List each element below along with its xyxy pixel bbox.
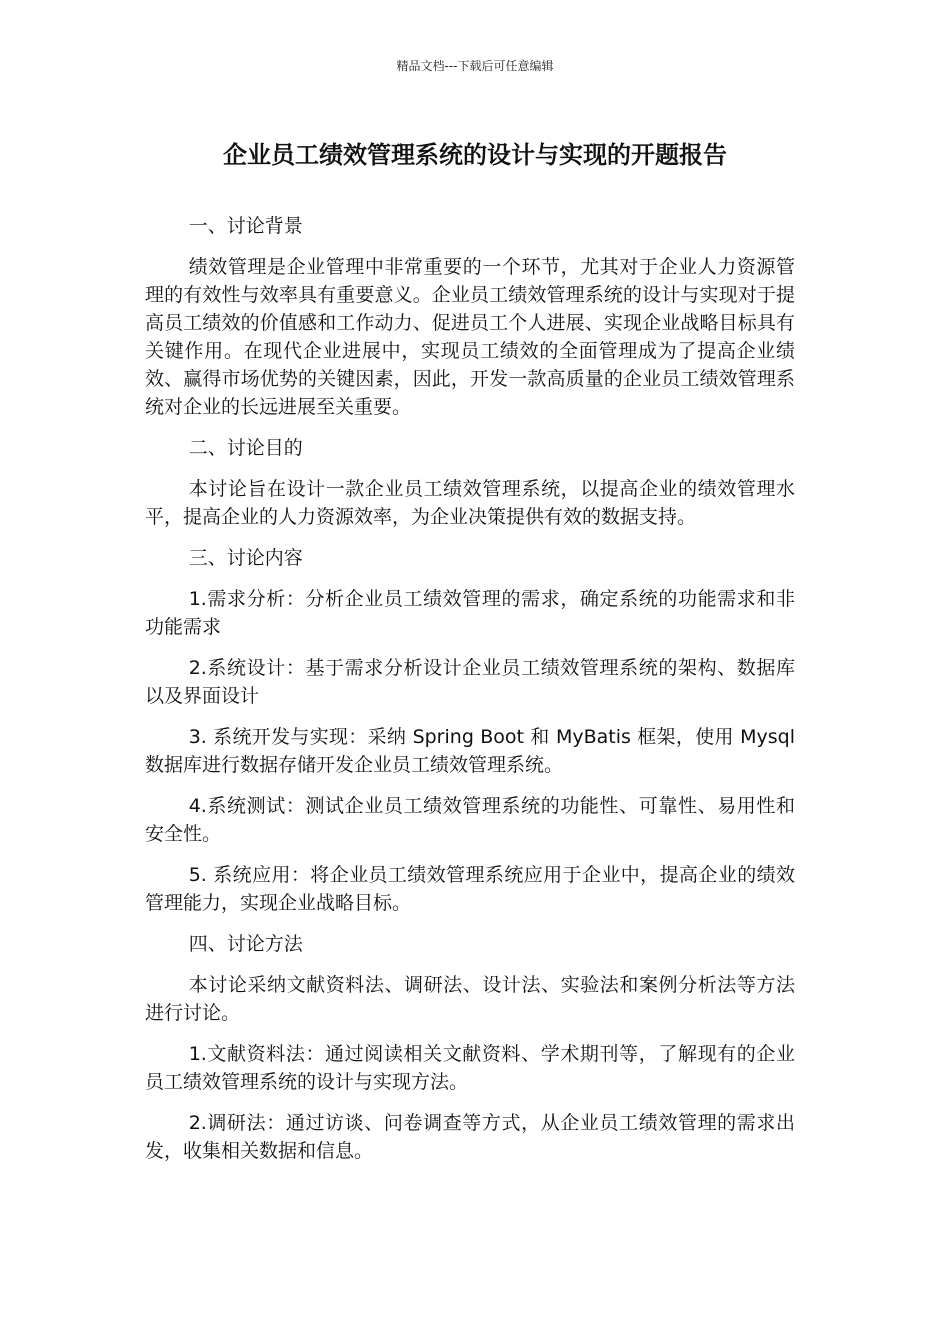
paragraph-background: 绩效管理是企业管理中非常重要的一个环节，尤其对于企业人力资源管理的有效性与效率具有重要意义。企业员工绩效管理系统的设计与实现对于提高员工绩效的价值感和工作动力、促进员工个人进展、实现企业战略目标具有关键作用。在现代企业进展中，实现员工绩效的全面管理成为了提高企业绩效、赢得市场优势的关键因素，因此，开发一款高质量的企业员工绩效管理系统对企业的长远进展至关重要。 xyxy=(145,256,795,418)
list-item-survey: 2.调研法：通过访谈、问卷调查等方式，从企业员工绩效管理的需求出发，收集相关数据和信息。 xyxy=(145,1112,795,1162)
section-heading-background: 一、讨论背景 xyxy=(188,215,303,237)
page-header: 精品文档---下载后可任意编辑 xyxy=(396,59,554,73)
paragraph-methods: 本讨论采纳文献资料法、调研法、设计法、实验法和案例分析法等方法进行讨论。 xyxy=(145,974,795,1024)
list-item-literature: 1.文献资料法：通过阅读相关文献资料、学术期刊等，了解现有的企业员工绩效管理系统的设计与实现方法。 xyxy=(145,1043,795,1093)
paragraph-purpose: 本讨论旨在设计一款企业员工绩效管理系统，以提高企业的绩效管理水平，提高企业的人力资源效率，为企业决策提供有效的数据支持。 xyxy=(145,478,795,528)
section-heading-content: 三、讨论内容 xyxy=(188,547,303,569)
document-title: 企业员工绩效管理系统的设计与实现的开题报告 xyxy=(223,141,727,169)
document-body xyxy=(145,212,795,1178)
section-heading-methods: 四、讨论方法 xyxy=(188,933,303,955)
list-item-development: 3. 系统开发与实现：采纳 Spring Boot 和 MyBatis 框架，使用 Mysql 数据库进行数据存储开发企业员工绩效管理系统。 xyxy=(145,726,795,776)
list-item-requirements: 1.需求分析：分析企业员工绩效管理的需求，确定系统的功能需求和非功能需求 xyxy=(145,588,795,638)
list-item-testing: 4.系统测试：测试企业员工绩效管理系统的功能性、可靠性、易用性和安全性。 xyxy=(145,795,795,845)
list-item-application: 5. 系统应用：将企业员工绩效管理系统应用于企业中，提高企业的绩效管理能力，实现企业战略目标。 xyxy=(145,864,795,914)
list-item-design: 2.系统设计：基于需求分析设计企业员工绩效管理系统的架构、数据库以及界面设计 xyxy=(145,657,795,707)
section-heading-purpose: 二、讨论目的 xyxy=(188,437,303,459)
